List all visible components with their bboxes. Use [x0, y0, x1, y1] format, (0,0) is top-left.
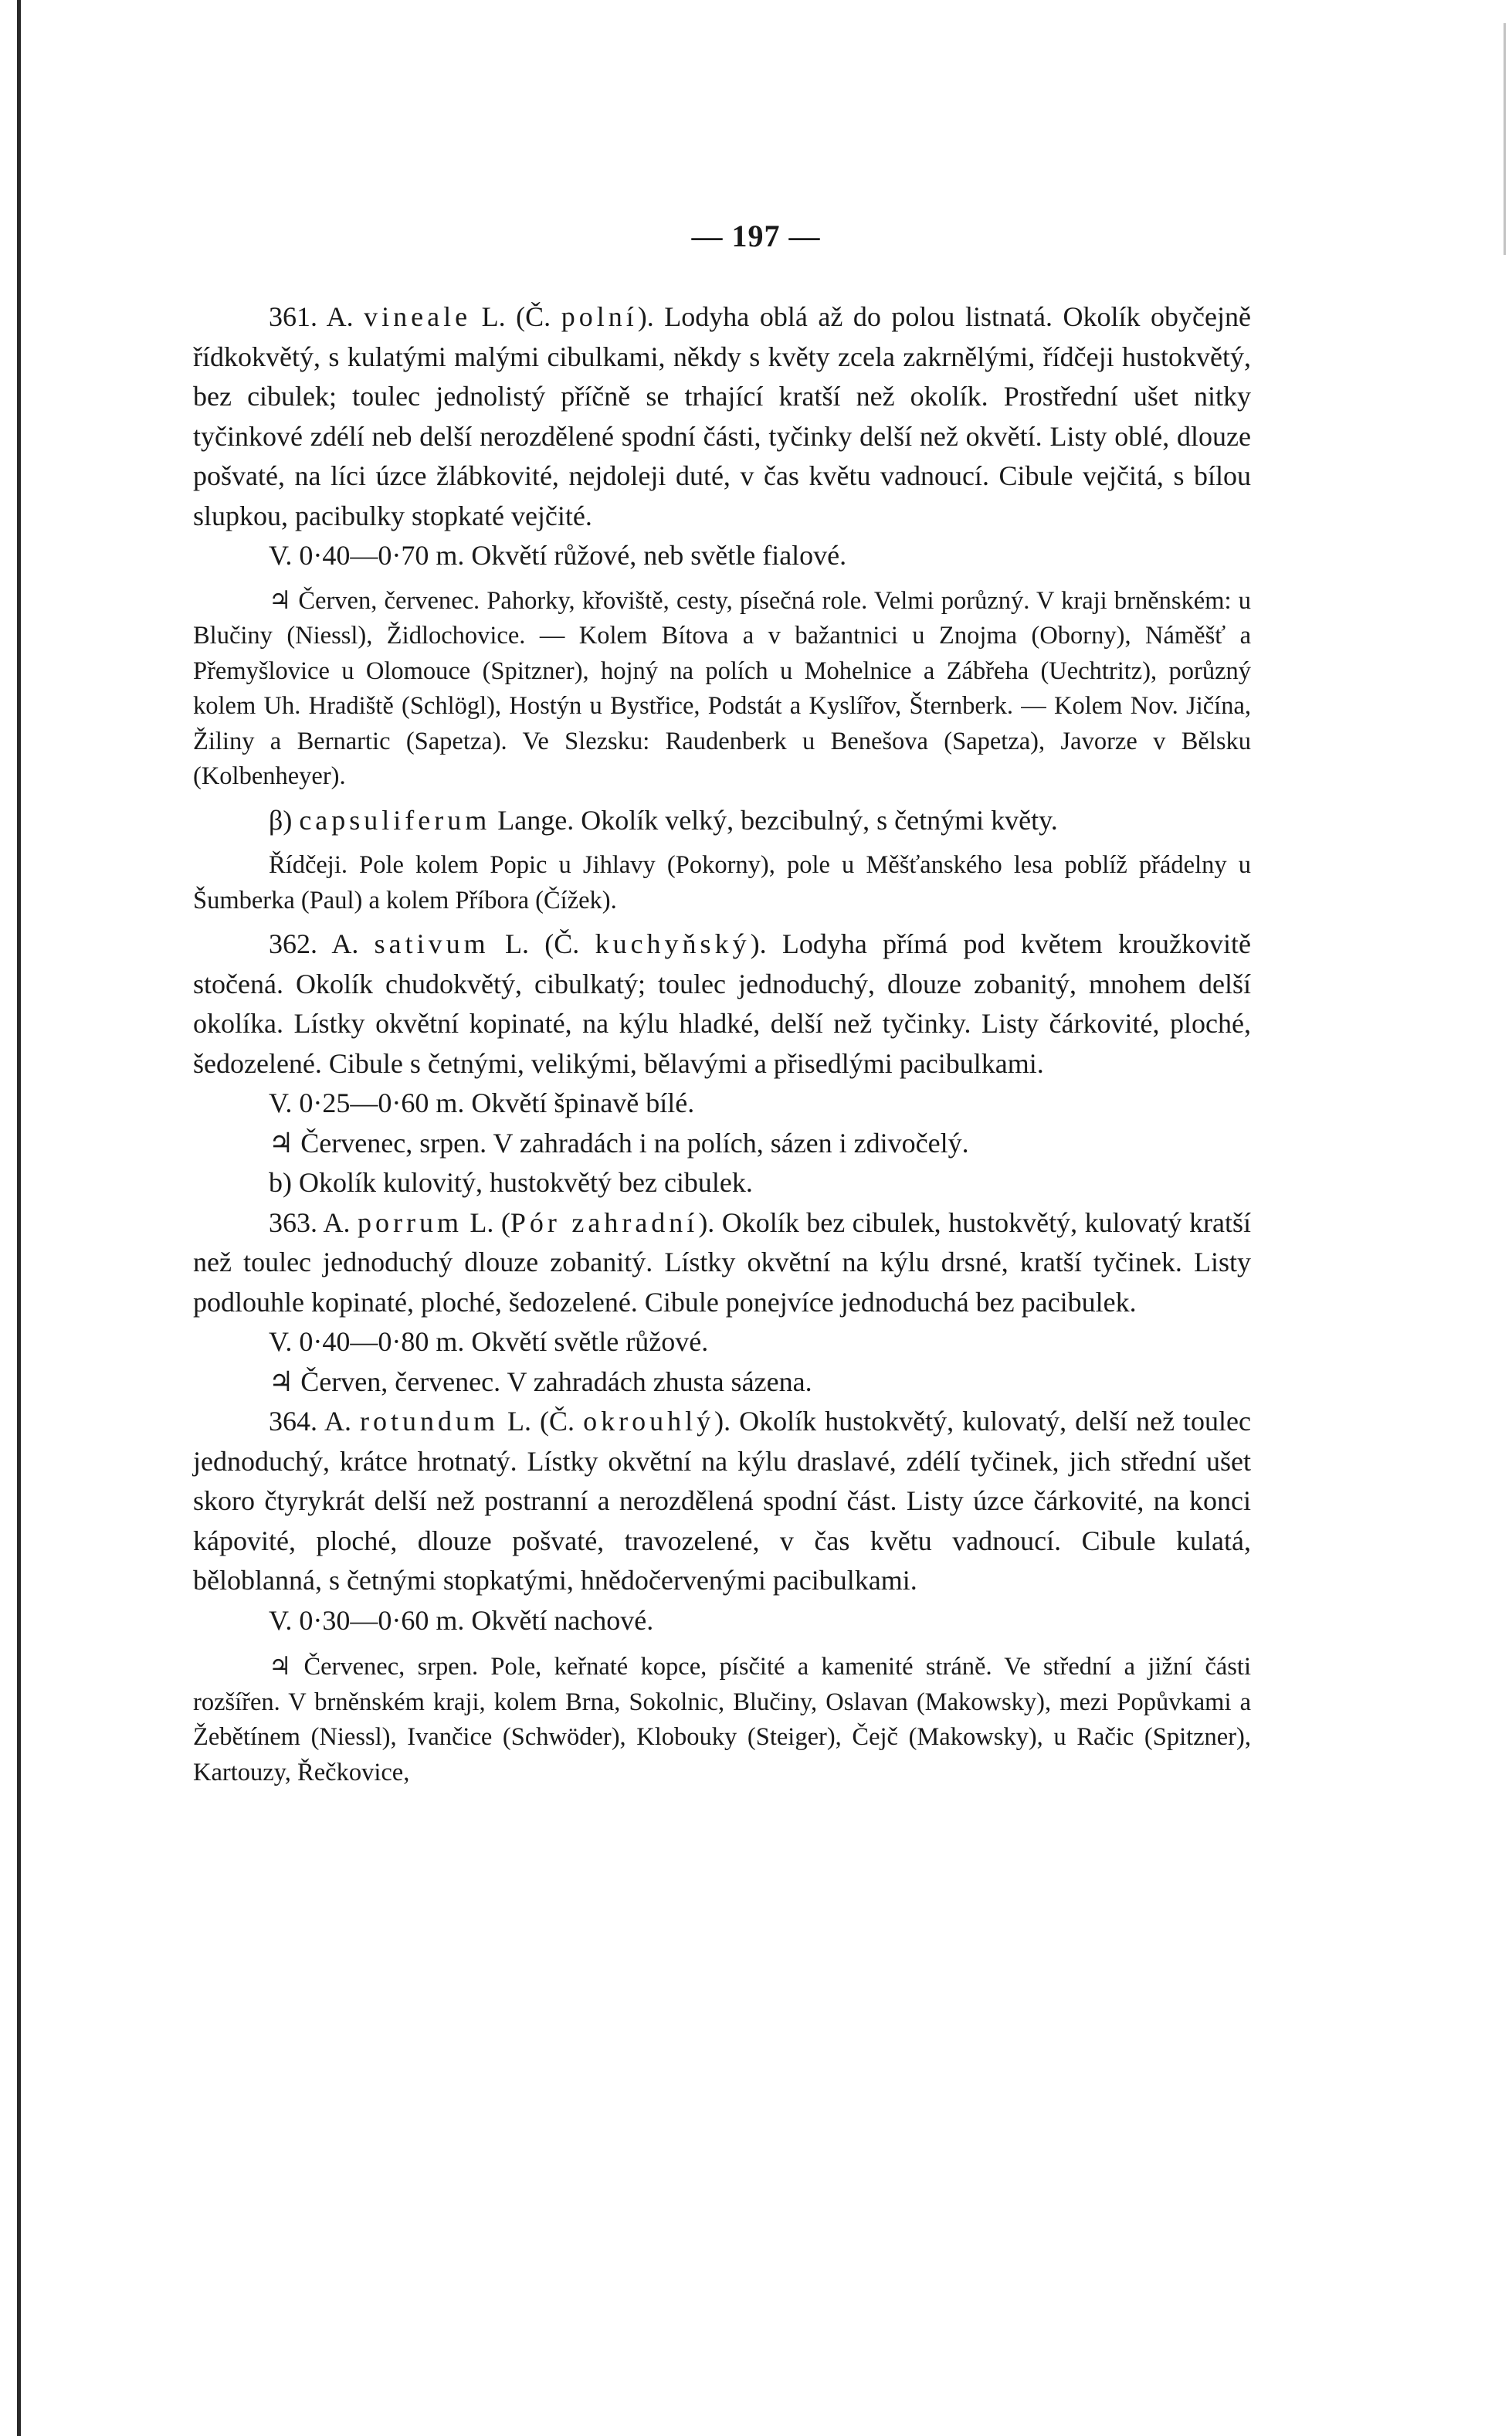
variety-author: Lange.: [490, 804, 575, 836]
species-name: rotundum: [360, 1406, 500, 1437]
entry-361: [193, 297, 1251, 536]
entry-number: 361. A.: [269, 301, 364, 332]
entry-362: [193, 925, 1251, 1084]
entry-361-distribution: ♃ Červen, červenec. Pahorky, křoviště, cesty, písečná role. Velmi porůzný. V kraji brněnském: u Blučiny (Niessl), Židlochovice. — Kolem Bítova a v bažantnici u Znojma (Oborny), Náměšť a Přemyšlovice u Olomouce (Spitzner), hojný na polích u Mohelnice a Zábřeha (Uechtritz), porůzný kolem Uh. Hradiště (Schlögl), Hostýn u Bystřice, Podstát a Kyslířov, Šternberk. — Kolem Nov. Jičína, Žiliny a Bernartic (Sapetza). Ve Slezsku: Raudenberk u Benešova (Sapetza), Javorze v Bělsku (Kolbenheyer).: [193, 586, 1251, 790]
entry-364-distribution: ♃ Červenec, srpen. Pole, keřnaté kopce, písčité a kamenité stráně. Ve střední a jižní části rozšířen. V brněnském kraji, kolem Brna, Sokolnic, Blučiny, Oslavan (Makowsky), mezi Popůvkami a Žebětínem (Niessl), Ivančice (Schwöder), Klobouky (Steiger), Čejč (Makowsky), u Račic (Spitzner), Kartouzy, Řečkovice,: [193, 1653, 1251, 1786]
variety-name: capsuliferum: [299, 804, 491, 836]
entry-362-distribution: ♃ Červenec, srpen. V zahradách i na polích, sázen i zdivočelý.: [269, 1127, 969, 1159]
common-name: polní: [561, 301, 638, 332]
species-author: L. (Č.: [499, 1406, 584, 1437]
entry-number: 363. A.: [269, 1206, 358, 1238]
species-author: L. (Č.: [489, 928, 595, 959]
entry-362-measure: V. 0·25—0·60 m. Okvětí špinavě bílé.: [269, 1087, 695, 1118]
common-name: okrouhlý: [583, 1406, 715, 1437]
group-heading-b: b) Okolík kulovitý, hustokvětý bez cibulek.: [269, 1167, 753, 1198]
entry-363: [193, 1203, 1251, 1323]
species-description: ). Okolík bez cibulek, hustokvětý, kulovatý kratší než toulec jednoduchý dlouze zobanitý. Lístky okvětní na kýlu drsné, kratší tyčinek. Listy podlouhle kopinaté, ploché, šedozelené. Cibule ponejvíce jednoduchá bez pacibulek.: [193, 1206, 1252, 1318]
species-name: vineale: [364, 301, 472, 332]
page-edge-rule: [17, 0, 21, 2436]
species-name: sativum: [374, 928, 490, 959]
entry-363-measure: V. 0·40—0·80 m. Okvětí světle růžové.: [269, 1326, 709, 1357]
entry-363-distribution: ♃ Červen, červenec. V zahradách zhusta sázena.: [269, 1366, 812, 1397]
entry-361-measure: V. 0·40—0·70 m. Okvětí růžové, neb světle fialové.: [269, 540, 847, 571]
species-author: L. (Č.: [471, 301, 561, 332]
entry-number: 364. A.: [269, 1406, 361, 1437]
page-number: — 197 —: [691, 219, 821, 253]
species-name: porrum: [357, 1206, 463, 1238]
species-description: ). Lodyha oblá až do polou listnatá. Okolík obyčejně řídkokvětý, s kulatými malými cibulkami, někdy s květy zcela zakrnělými, řídčeji hustokvětý, bez cibulek; toulec jednolistý příčně se trhající kratší než okolík. Prostřední ušet nitky tyčinkové zdélí neb delší nerozdělené spodní části, tyčinky delší než okvětí. Listy oblé, dlouze pošvaté, na líci úzce žlábkovité, nejdoleji duté, v čas květu vadnoucí. Cibule vejčitá, s bílou slupkou, pacibulky stopkaté vejčité.: [193, 301, 1251, 531]
entry-364: [193, 1402, 1251, 1601]
entry-361-variety: [193, 801, 1251, 841]
variety-description: Okolík velký, bezcibulný, s četnými květy.: [574, 804, 1058, 836]
variety-label: β): [269, 804, 300, 836]
common-name: Pór zahradní: [510, 1206, 699, 1238]
species-description: ). Lodyha přímá pod květem kroužkovitě stočená. Okolík chudokvětý, cibulkatý; toulec jednoduchý, dlouze zobanitý, mnohem delší okolíka. Lístky okvětní kopinaté, na kýlu hladké, delší než tyčinky. Listy čárkovité, ploché, šedozelené. Cibule s četnými, velikými, bělavými a přisedlými pacibulkami.: [193, 928, 1251, 1079]
entry-number: 362. A.: [269, 928, 375, 959]
entry-361-variety-distribution: Řídčeji. Pole kolem Popic u Jihlavy (Pokorny), pole u Měšťanského lesa poblíž přádelny u Šumberka (Paul) a kolem Příbora (Čížek).: [193, 851, 1251, 914]
entry-364-measure: V. 0·30—0·60 m. Okvětí nachové.: [269, 1604, 654, 1636]
species-description: ). Okolík hustokvětý, kulovatý, delší než toulec jednoduchý, krátce hrotnatý. Lístky okvětní na kýlu draslavé, zdélí tyčinek, jich střední ušet skoro čtyrykrát delší než postranní a nerozdělená spodní část. Listy úzce čárkovité, na konci kápovité, ploché, dlouze pošvaté, travozelené, v čas květu vadnoucí. Cibule kulatá, běloblanná, s četnými stopkatými, hnědočervenými pacibulkami.: [193, 1406, 1252, 1596]
common-name: kuchyňský: [595, 928, 751, 959]
species-author: L. (: [462, 1206, 510, 1238]
page-body: [193, 297, 1251, 1790]
